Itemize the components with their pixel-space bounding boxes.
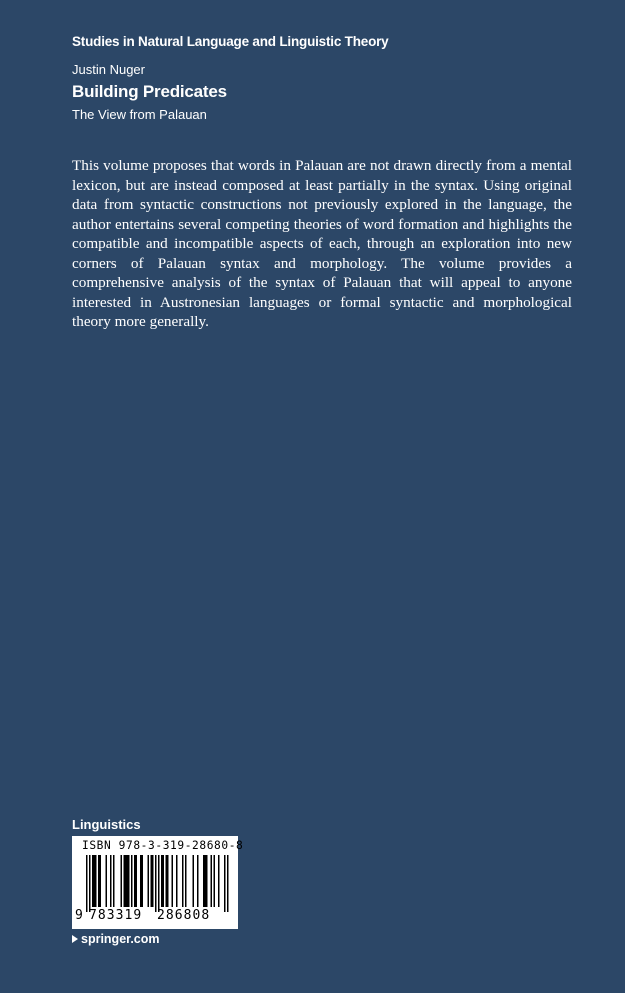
barcode-guard-bar [224, 855, 226, 912]
book-subtitle: The View from Palauan [72, 107, 207, 122]
barcode-bar [128, 855, 130, 907]
barcode-bar [166, 855, 168, 907]
barcode-bar [92, 855, 94, 907]
triangle-arrow-icon [72, 935, 78, 943]
barcode-bar [110, 855, 112, 907]
barcode-bar [125, 855, 127, 907]
barcode-bar [98, 855, 100, 907]
barcode-bar [172, 855, 174, 907]
barcode-bar [151, 855, 153, 907]
publisher-url: springer.com [81, 932, 160, 946]
barcode-bar [161, 855, 163, 907]
barcode-bar [185, 855, 187, 907]
barcode-bar [176, 855, 178, 907]
barcode-bar [193, 855, 195, 907]
barcode-bar [167, 855, 169, 907]
barcode-guard-bar [89, 855, 91, 912]
barcode-bar [106, 855, 108, 907]
barcode-bar [121, 855, 123, 907]
blurb-text: This volume proposes that words in Palauan are not drawn directly from a mental lexicon, but are instead composed at least partially in the syntax. Using original data from syntactic constructions not previously explored in the language, the author entertains several competing theories of word formation and highlights the compatible and incompatible aspects of each, through an exploration into new corners of Palauan syntax and morphology. The volume provides a comprehensive analysis of the syntax of Palauan that will appeal to anyone interested in Austronesian languages or formal syntactic and morphological theory more generally. [72, 157, 572, 330]
ean-left-digits: 783319 [89, 908, 143, 923]
isbn-label: ISBN 978-3-319-28680-8 [82, 839, 244, 852]
barcode-bar [142, 855, 144, 907]
barcode-bar [148, 855, 150, 907]
barcode-guard-bar [86, 855, 88, 912]
publisher-link[interactable] [72, 932, 160, 946]
barcode-bar [136, 855, 138, 907]
barcode-bar [95, 855, 97, 907]
barcode-guard-bar [155, 855, 157, 912]
barcode-bar [182, 855, 184, 907]
barcode-bar [218, 855, 220, 907]
barcode-guard-bar [158, 855, 160, 912]
barcode-bar [163, 855, 165, 907]
ean-first-digit: 9 [75, 908, 83, 923]
ean-right-digits: 286808 [157, 908, 211, 923]
book-title: Building Predicates [72, 82, 227, 101]
subject-label: Linguistics [72, 817, 141, 832]
barcode-bar [206, 855, 208, 907]
barcode-bar [100, 855, 102, 907]
barcode-bar [140, 855, 142, 907]
series-title: Studies in Natural Language and Linguistic Theory [72, 34, 389, 49]
author-name: Justin Nuger [72, 62, 145, 77]
barcode-bar [205, 855, 207, 907]
barcode-bar [127, 855, 129, 907]
barcode-bar [124, 855, 126, 907]
barcode-bar [134, 855, 136, 907]
barcode-bar [214, 855, 216, 907]
barcode-bar [211, 855, 213, 907]
barcode-bar [113, 855, 115, 907]
barcode-bar [203, 855, 205, 907]
isbn-barcode [72, 836, 244, 929]
barcode-bars [72, 854, 238, 912]
barcode-bar [131, 855, 133, 907]
barcode-bar [197, 855, 199, 907]
barcode-guard-bar [227, 855, 229, 912]
barcode-bar [152, 855, 154, 907]
barcode-bar [94, 855, 96, 907]
